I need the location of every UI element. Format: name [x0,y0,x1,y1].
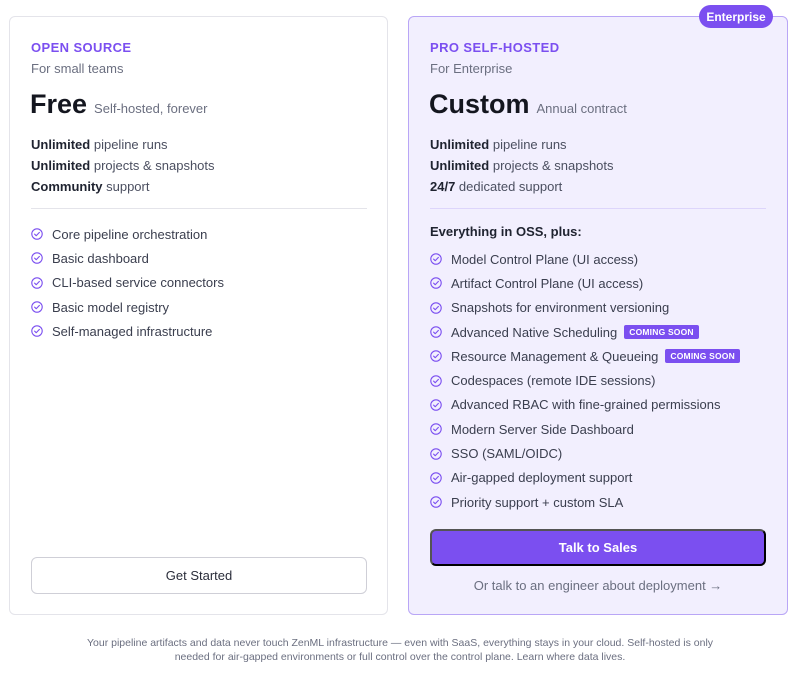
check-circle-icon [430,448,442,460]
pro-price-row [429,89,627,120]
check-circle-icon [430,375,442,387]
feature-label: Advanced Native Scheduling [451,324,618,340]
feature-label: Self-managed infrastructure [52,323,213,339]
feature-item [430,344,740,368]
pro-limit-item [430,136,614,157]
footer-line: needed for air-gapped environments or full control over the control plane. Learn where data lives. [174,651,626,663]
feature-label: Codespaces (remote IDE sessions) [451,373,656,389]
feature-label: Modern Server Side Dashboard [451,421,634,437]
feature-item [430,247,740,271]
check-circle-icon [31,228,43,240]
feature-item [31,271,224,295]
limit-text: support [102,179,150,194]
check-circle-icon [430,277,442,289]
oss-limit-item [31,178,215,199]
check-circle-icon [430,302,442,314]
footer-note [60,636,740,664]
feature-label: Advanced RBAC with fine-grained permissions [451,397,721,413]
feature-item [31,319,224,343]
get-started-button[interactable]: Get Started [31,557,367,594]
feature-item [430,296,740,320]
check-circle-icon [430,350,442,362]
oss-plan-card [9,16,388,615]
feature-label: Air-gapped deployment support [451,470,633,486]
limit-emphasis: Unlimited [31,158,91,173]
feature-item [430,490,740,514]
pro-price: Custom [429,89,530,119]
feature-item [430,368,740,392]
feature-label: Priority support + custom SLA [451,494,624,510]
feature-item [430,417,740,441]
talk-to-sales-button[interactable]: Talk to Sales [430,529,766,566]
check-circle-icon [31,301,43,313]
limit-text: pipeline runs [90,137,168,152]
feature-item [430,271,740,295]
pro-feature-list [430,247,740,514]
oss-divider [31,208,367,209]
feature-item [430,320,740,344]
feature-item [430,393,740,417]
oss-limits [31,136,215,199]
check-circle-icon [430,253,442,265]
check-circle-icon [31,252,43,264]
pro-divider [430,208,766,209]
limit-text: projects & snapshots [489,158,614,173]
feature-item [31,246,224,270]
limit-emphasis: Community [31,179,103,194]
check-circle-icon [430,326,442,338]
limit-emphasis: Unlimited [31,137,91,152]
feature-label: Basic model registry [52,299,170,315]
check-circle-icon [430,496,442,508]
pro-plan-card [408,16,788,615]
feature-label: CLI-based service connectors [52,275,224,291]
coming-soon-badge: COMING SOON [665,349,740,363]
pro-price-note: Annual contract [536,101,627,116]
feature-label: Snapshots for environment versioning [451,300,670,316]
check-circle-icon [430,423,442,435]
feature-label: Artifact Control Plane (UI access) [451,275,644,291]
check-circle-icon [31,325,43,337]
feature-item [430,441,740,465]
oss-price-row [30,89,208,120]
pro-limit-item [430,178,614,199]
oss-tier-label: OPEN SOURCE [31,40,132,55]
pro-limits [430,136,614,199]
feature-item [31,295,224,319]
footer-line: Your pipeline artifacts and data never touch ZenML infrastructure — even with SaaS, everything stays in your cloud. Self-hosted is only [86,637,714,649]
feature-label: SSO (SAML/OIDC) [451,446,563,462]
pro-tier-label: PRO SELF-HOSTED [430,40,560,55]
feature-label: Basic dashboard [52,250,149,266]
feature-item [430,466,740,490]
feature-label: Resource Management & Queueing [451,348,659,364]
oss-price: Free [30,89,88,119]
limit-text: pipeline runs [489,137,567,152]
feature-label: Model Control Plane (UI access) [451,251,639,267]
feature-item [31,222,224,246]
check-circle-icon [31,277,43,289]
enterprise-badge: Enterprise [699,5,773,28]
limit-emphasis: Unlimited [430,158,490,173]
limit-emphasis: 24/7 [430,179,456,194]
check-circle-icon [430,399,442,411]
limit-emphasis: Unlimited [430,137,490,152]
engineer-deployment-link[interactable]: Or talk to an engineer about deployment → [473,578,723,593]
pro-subtitle: For Enterprise [430,61,513,76]
plus-heading: Everything in OSS, plus: [430,224,582,239]
oss-feature-list [31,222,224,343]
limit-text: projects & snapshots [90,158,215,173]
limit-text: dedicated support [455,179,563,194]
oss-subtitle: For small teams [31,61,124,76]
feature-label: Core pipeline orchestration [52,226,208,242]
coming-soon-badge: COMING SOON [624,325,699,339]
pro-limit-item [430,157,614,178]
oss-limit-item [31,157,215,178]
oss-limit-item [31,136,215,157]
check-circle-icon [430,472,442,484]
oss-price-note: Self-hosted, forever [94,101,208,116]
